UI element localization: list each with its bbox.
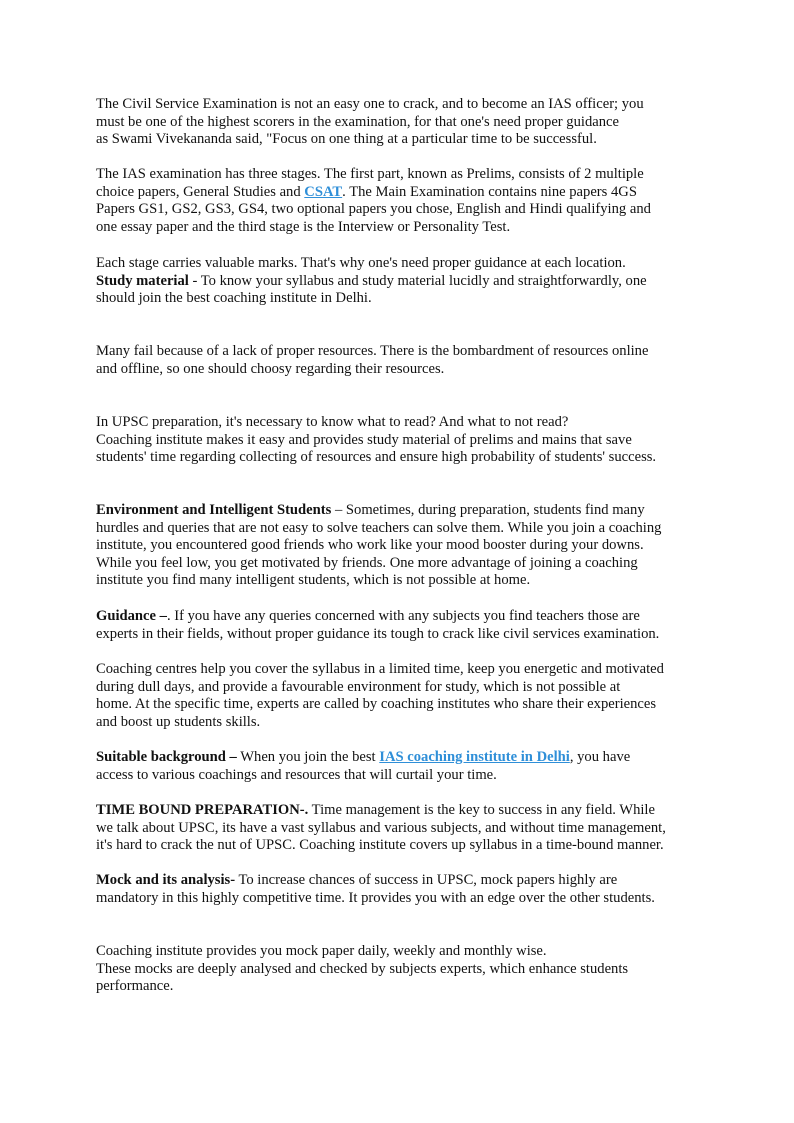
text-line [96, 273, 736, 291]
text-segment: To increase chances of success in UPSC, mock papers highly are [235, 872, 618, 888]
text-line [96, 608, 736, 626]
ias-coaching-link[interactable]: IAS coaching institute in Delhi [379, 749, 570, 765]
text-segment: Time management is the key to success in any field. While [308, 802, 655, 818]
upsc-preparation-paragraph [96, 414, 736, 467]
text-line: The Civil Service Examination is not an easy one to crack, and to become an IAS officer; you [96, 96, 644, 112]
guidance-heading: Guidance – [96, 608, 167, 624]
text-line: should join the best coaching institute in Delhi. [96, 290, 372, 307]
coaching-centres-paragraph [96, 661, 736, 731]
text-line: access to various coachings and resources that will curtail your time. [96, 766, 497, 783]
resources-paragraph [96, 343, 736, 378]
text-line: Each stage carries valuable marks. That's why one's need proper guidance at each location. [96, 255, 626, 271]
text-line [96, 872, 736, 890]
text-line: as Swami Vivekananda said, "Focus on one thing at a particular time to be successful. [96, 131, 597, 148]
text-line: These mocks are deeply analysed and checked by subjects experts, which enhance students [96, 960, 629, 977]
intro-paragraph [96, 96, 736, 149]
text-line: performance. [96, 978, 174, 995]
suitable-background-heading: Suitable background – [96, 749, 237, 765]
text-line: we talk about UPSC, its have a vast syllabus and various subjects, and without time management, [96, 819, 666, 836]
environment-paragraph [96, 502, 736, 590]
time-bound-heading: TIME BOUND PREPARATION-. [96, 802, 309, 818]
text-line: hurdles and queries that are not easy to solve teachers can solve them. While you join a coaching [96, 519, 662, 536]
csat-link[interactable]: CSAT [304, 183, 343, 200]
text-line: it's hard to crack the nut of UPSC. Coaching institute covers up syllabus in a time-bound manner. [96, 837, 664, 854]
text-line: and boost up students skills. [96, 713, 261, 730]
text-line: home. At the specific time, experts are called by coaching institutes who share their experiences [96, 696, 657, 713]
text-line: mandatory in this highly competitive time. It provides you with an edge over the other students. [96, 889, 655, 906]
text-line [96, 502, 736, 520]
text-line: Coaching centres help you cover the syllabus in a limited time, keep you energetic and motivated [96, 661, 664, 677]
text-line: one essay paper and the third stage is the Interview or Personality Test. [96, 218, 511, 235]
mock-analysis-paragraph [96, 872, 736, 907]
environment-heading: Environment and Intelligent Students [96, 502, 332, 518]
study-material-paragraph [96, 255, 736, 308]
text-segment: . The Main Examination contains nine papers 4GS [342, 183, 637, 200]
mock-analysis-heading: Mock and its analysis- [96, 872, 236, 888]
text-line: experts in their fields, without proper guidance its tough to crack like civil services examination. [96, 625, 660, 642]
text-segment: choice papers, General Studies and [96, 183, 305, 200]
time-bound-paragraph [96, 802, 736, 855]
text-line: must be one of the highest scorers in the examination, for that one's need proper guidance [96, 113, 619, 130]
guidance-paragraph [96, 608, 736, 643]
text-line: institute, you encountered good friends who work like your mood booster during your downs. [96, 537, 644, 554]
text-segment: . If you have any queries concerned with any subjects you find teachers those are [166, 608, 640, 624]
text-line: during dull days, and provide a favourable environment for study, which is not possible at [96, 678, 621, 695]
text-line: students' time regarding collecting of resources and ensure high probability of students' success. [96, 449, 657, 466]
suitable-background-paragraph [96, 749, 736, 784]
text-line: Many fail because of a lack of proper resources. There is the bombardment of resources online [96, 343, 649, 359]
text-line [96, 184, 736, 202]
mock-paper-paragraph [96, 943, 736, 996]
text-line: While you feel low, you get motivated by friends. One more advantage of joining a coaching [96, 554, 638, 571]
text-line: In UPSC preparation, it's necessary to know what to read? And what to not read? [96, 414, 569, 430]
study-material-heading: Study material [96, 272, 189, 289]
text-line [96, 802, 736, 820]
text-segment: – Sometimes, during preparation, students find many [331, 502, 645, 518]
text-line [96, 749, 736, 767]
text-line: Papers GS1, GS2, GS3, GS4, two optional papers you chose, English and Hindi qualifying and [96, 201, 651, 218]
text-line: Coaching institute makes it easy and provides study material of prelims and mains that save [96, 431, 632, 448]
text-segment: When you join the best [236, 749, 380, 765]
text-line: The IAS examination has three stages. The first part, known as Prelims, consists of 2 multiple [96, 166, 644, 182]
text-segment: - To know your syllabus and study material lucidly and straightforwardly, one [188, 272, 647, 289]
exam-stages-paragraph [96, 166, 736, 236]
text-segment: , you have [569, 749, 631, 765]
text-line: institute you find many intelligent students, which is not possible at home. [96, 572, 531, 589]
text-line: and offline, so one should choosy regarding their resources. [96, 360, 445, 377]
text-line: Coaching institute provides you mock paper daily, weekly and monthly wise. [96, 943, 547, 959]
